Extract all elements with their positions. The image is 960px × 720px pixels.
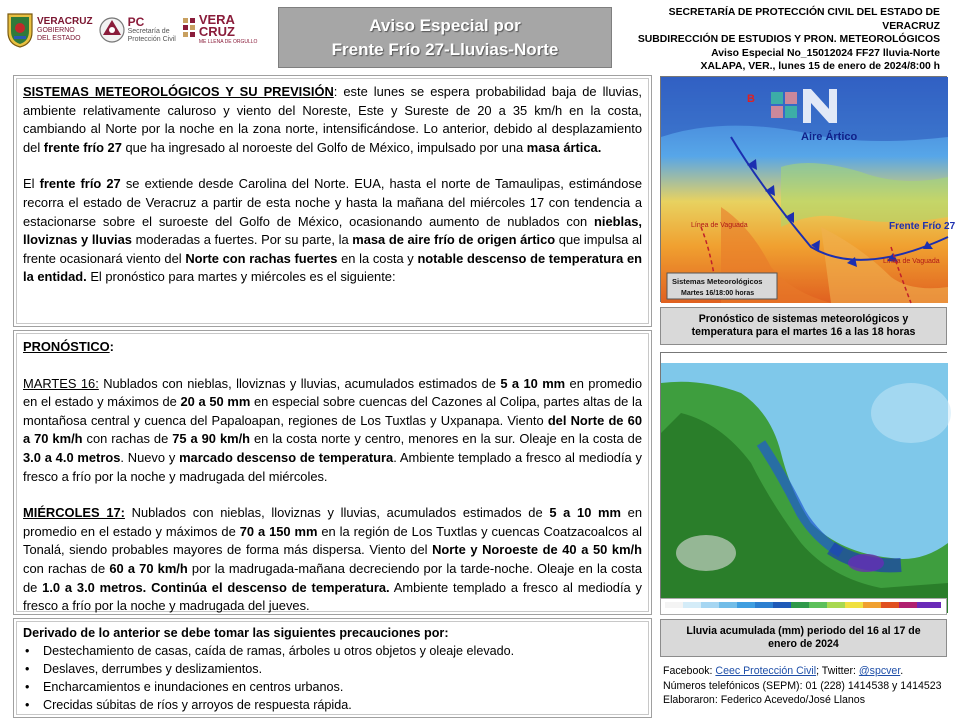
weather-systems-map-image [661,77,956,303]
forecast-text: Nublados con nieblas, lloviznas y lluvias, acumulados estimados de [98,375,501,391]
systems-bold: nieblas, lloviznas y lluvias [23,213,642,248]
coat-of-arms-icon [6,12,34,48]
agency-header [610,6,940,74]
forecast-text: con rachas de [23,560,110,576]
trough-line-label-west: Línea de Vaguada [691,222,748,229]
veracruz-brand-logo [182,14,258,46]
precautions-panel [13,618,652,718]
proteccion-civil-logo [99,15,176,45]
forecast-bold: 70 a 150 mm [239,523,318,539]
systems-heading: SISTEMAS METEOROLÓGICOS Y SU PREVISIÓN [23,84,334,99]
weather-systems-map [660,76,956,302]
forecast-text: Ambiente templado a fresco al mediodía y fresco a frío por la noche y madrugada del jueves. [23,579,642,614]
brand-line2: CRUZ [198,24,235,39]
twitter-label: ; Twitter: [816,665,859,677]
pc-logo-abbr: PC [127,15,145,29]
precaution-item: • Deslaves, derrumbes y deslizamientos. [23,660,642,678]
rainfall-accumulation-map [660,352,947,612]
twitter-link[interactable]: @spcver [858,665,901,677]
systems-bold: masa ártica. [526,139,602,155]
forecast-bold: Norte y Noroeste de 40 a 50 km/h [432,542,642,558]
precaution-item: • Encharcamientos e inundaciones en centros urbanos. [23,678,642,696]
systems-text: : este lunes se espera probabilidad baja de lluvias, ambiente relativamente caluroso y viento del Noreste, Este y Sureste de 20 a 35 km/h en la costa, cambiando al Norte por la noche en la zona norte, intensificándose. Lo anterior, debido al desplazamiento del [23,84,642,155]
forecast-panel [13,330,652,615]
forecast-text: . Nuevo y [120,449,180,465]
forecast-heading-line [23,338,642,357]
pc-logo-line2: Protección Civil [127,36,176,43]
forecast-text: por la madrugada-mañana decreciendo por la tarde-noche. Oleaje en la costa de [23,560,642,595]
systems-text: en la costa y [337,250,418,266]
credits: Elaboraron: Federico Acevedo/José Llanos [663,694,865,707]
wednesday-label: MIÉRCOLES 17: [23,505,125,521]
forecast-text: en promedio en el estado y máximos de [23,505,643,539]
spacer [23,157,642,175]
cold-front-label: Frente Frío 27 [889,221,956,232]
forecast-bold: Continúa el descenso de temperatura. [151,579,390,595]
map2-caption-line2: enero de 2024 [768,638,839,650]
forecast-bold: 1.0 a 3.0 metros. [42,579,147,595]
facebook-label: Facebook: [663,665,716,677]
forecast-text: en la región de Los Tuxtlas y cuencas Coatzacoalcos al Tonalá, siendo probables mayores de forma más dispersa. Viento del [23,523,642,558]
systems-text: moderadas a fuertes. Por su parte, la [131,232,353,248]
map1-box-title: Sistemas Meteorológicos [672,277,763,286]
bulletin-title-line1: Aviso Especial por [369,15,521,35]
phone-numbers: Números telefónicos (SEPM): 01 (228) 1414538 y 1414523 [663,679,942,692]
arctic-air-label: Aire Ártico [801,131,858,143]
forecast-bold: 5 a 10 mm [500,375,566,391]
precaution-item: • Destechamiento de casas, caída de ramas, árboles u otros objetos y oleaje elevado. [23,642,642,660]
agency-subdirection: SUBDIRECCIÓN DE ESTUDIOS Y PRON. METEOROLÓGICOS [637,34,940,46]
twitter-end: . [900,665,904,677]
forecast-text: Nublados con nieblas, lloviznas y lluvias, acumulados estimados de [124,505,550,521]
forecast-bold: marcado descenso de temperatura [179,449,394,465]
forecast-tuesday [23,375,642,487]
tuesday-label: MARTES 16: [23,375,99,391]
systems-bold: Norte con rachas fuertes [185,250,338,266]
forecast-bold: 20 a 50 mm [180,394,251,410]
systems-paragraph-1 [23,83,642,157]
agency-name: SECRETARÍA DE PROTECCIÓN CIVIL DEL ESTADO DE VERACRUZ [668,7,940,32]
forecast-bold: del Norte de 60 a 70 km/h [23,412,642,447]
veracruz-brand-text [199,14,258,46]
systems-bold: frente frío 27 [43,139,122,155]
facebook-link[interactable]: Ceec Protección Civil [715,665,817,677]
rainfall-map-image [661,353,948,613]
systems-text: se extiende desde Carolina del Norte. EUA, hasta el norte de Tamaulipas, estimándose recorra el estado de Veracruz a partir de esta noche y hasta la mañana del miércoles 17 con tendencia a estacionarse sobre el suroeste del Golfo de México, ocasionando aumento de nublados con [23,176,642,229]
systems-bold: notable descenso de temperatura en la entidad. [23,250,643,285]
precautions-heading-text: Derivado de lo anterior se debe tomar las siguientes precauciones por: [23,626,449,640]
systems-bold: masa de aire frío de origen ártico [352,232,556,248]
brand-slogan: ME LLENA DE ORGULLO [198,39,258,45]
pc-emblem-icon [99,15,125,45]
forecast-bold: 3.0 a 4.0 metros [23,449,121,465]
veracruz-government-logo [6,12,93,48]
meteorological-systems-panel [13,75,652,327]
forecast-heading-colon: : [109,339,114,354]
social-line [663,664,955,679]
forecast-text: con rachas de [82,431,173,447]
systems-text: El pronóstico para martes y miércoles es el siguiente: [86,269,396,285]
header-logos [6,8,266,52]
weather-systems-map-caption [660,307,947,345]
spacer [23,486,642,504]
forecast-bold: 75 a 90 km/h [172,431,251,447]
rainfall-map-caption [660,619,947,657]
forecast-wednesday [23,504,642,616]
contact-footer [663,664,955,708]
precautions-heading [23,624,642,642]
brand-line1: VERA [198,12,235,27]
systems-bold: frente frío 27 [39,176,121,192]
pc-logo-line1: Secretaría de [127,28,170,35]
bulletin-title-box [278,7,612,68]
systems-text: que ha ingresado al noroeste del Golfo de México, impulsado por una [121,139,527,155]
systems-paragraph-2 [23,175,642,287]
veracruz-logo-line2: GOBIERNO [37,27,75,34]
map1-box-date: Martes 16/18:00 horas [681,290,755,297]
rainfall-color-scale [660,598,947,615]
spacer [23,357,642,375]
bulletin-number: Aviso Especial No_15012024 FF27 lluvia-Norte [711,47,940,59]
low-pressure-label: B [747,93,755,105]
veracruz-logo-text [37,17,93,43]
precaution-item: • Crecidas súbitas de ríos y arroyos de respuesta rápida. [23,696,642,714]
rainfall-scale-bar [661,599,946,614]
precautions-list [23,642,642,714]
forecast-text: en promedio en el estado y máximos de [23,375,643,410]
veracruz-logo-line3: DEL ESTADO [37,35,81,42]
bulletin-date: XALAPA, VER., lunes 15 de enero de 2024/8:00 h [700,61,940,73]
veracruz-logo-line1: VERACRUZ [37,16,93,27]
forecast-bold: 5 a 10 mm [549,505,621,521]
forecast-text: . Ambiente templado a fresco al mediodía y fresco a frío por la noche y madrugada del miércoles. [23,449,642,484]
forecast-text: en la costa norte y centro, menores en la sur. Oleaje en la costa de [250,431,642,447]
systems-text: El [23,176,40,192]
bulletin-title-line2: Frente Frío 27-Lluvias-Norte [331,39,559,59]
forecast-heading: PRONÓSTICO [23,339,110,354]
map2-caption-line1: Lluvia acumulada (mm) periodo del 16 al 17 de [686,625,921,638]
pc-logo-text [128,16,176,44]
map1-caption-line2: temperatura para el martes 16 a las 18 horas [691,326,916,338]
trough-line-label-east: Línea de Vaguada [883,258,940,265]
forecast-text: en especial sobre cuencas del Cazones al Colipa, partes altas de la montañosa central y cuenca del Papaloapan, regiones de Los Tuxtlas y Uxpanapa. Viento [23,394,642,428]
systems-text: que impulsa al frente ocasionará viento del [23,232,642,266]
brand-pattern-icon [182,15,196,45]
forecast-bold: 60 a 70 km/h [109,560,188,576]
map1-caption-line1: Pronóstico de sistemas meteorológicos y [698,313,909,326]
